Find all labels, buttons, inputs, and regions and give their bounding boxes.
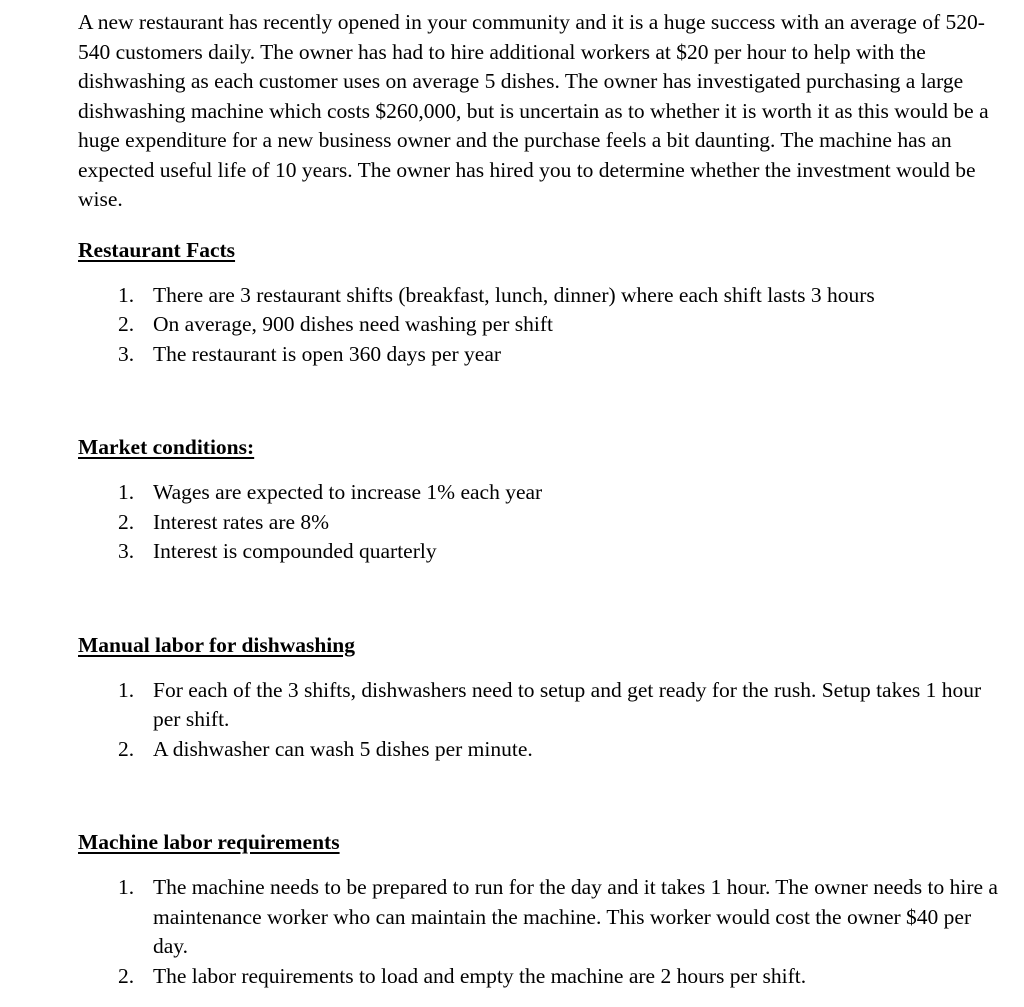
list-item xyxy=(78,962,1008,992)
list-item xyxy=(78,873,1008,962)
list-item xyxy=(78,478,1008,508)
list-item-text: For each of the 3 shifts, dishwashers need to setup and get ready for the rush. Setup takes 1 hour per shift. xyxy=(153,677,982,731)
list-number: 1. xyxy=(118,282,135,307)
section-market-conditions xyxy=(78,433,1008,567)
numbered-list xyxy=(78,676,1008,765)
list-item xyxy=(78,508,1008,538)
list-item xyxy=(78,310,1008,340)
list-number: 3. xyxy=(118,539,135,563)
list-number: 2. xyxy=(118,963,135,988)
document-body xyxy=(78,8,1008,991)
list-item-text: Interest rates are 8% xyxy=(153,509,330,534)
list-number: 2. xyxy=(118,509,135,534)
list-item-text: The restaurant is open 360 days per year xyxy=(153,341,502,366)
section-heading: Restaurant Facts xyxy=(78,237,236,262)
list-item-text: The machine needs to be prepared to run for the day and it takes 1 hour. The owner needs to hire a maintenance worker who can maintain the machine. This worker would cost the owner $40 per day. xyxy=(153,875,998,958)
list-item xyxy=(78,537,1008,567)
list-number: 1. xyxy=(118,677,135,702)
section-manual-labor xyxy=(78,631,1008,765)
list-number: 2. xyxy=(118,736,135,761)
intro-paragraph: A new restaurant has recently opened in your community and it is a huge success with an average of 520-540 customers daily. The owner has had to hire additional workers at $20 per hour to help with the dishwashing as each customer uses on average 5 dishes. The owner has investigated purchasing a large dishwashing machine which costs $260,000, but is uncertain as to whether it is worth it as this would be a huge expenditure for a new business owner and the purchase feels a bit daunting. The machine has an expected useful life of 10 years. The owner has hired you to determine whether the investment would be wise. xyxy=(78,10,989,211)
section-machine-labor xyxy=(78,828,1008,991)
list-number: 3. xyxy=(118,341,135,366)
numbered-list xyxy=(78,281,1008,370)
list-item xyxy=(78,281,1008,311)
list-item-text: The labor requirements to load and empty the machine are 2 hours per shift. xyxy=(153,963,807,988)
section-heading: Market conditions: xyxy=(78,435,255,459)
list-number: 1. xyxy=(118,875,135,899)
numbered-list xyxy=(78,478,1008,567)
list-item-text: There are 3 restaurant shifts (breakfast, lunch, dinner) where each shift lasts 3 hours xyxy=(153,282,875,307)
section-heading: Machine labor requirements xyxy=(78,830,340,854)
list-item xyxy=(78,340,1008,370)
list-item-text: Wages are expected to increase 1% each year xyxy=(153,480,543,504)
list-item-text: Interest is compounded quarterly xyxy=(153,539,437,563)
list-item-text: A dishwasher can wash 5 dishes per minute. xyxy=(153,736,533,761)
list-item xyxy=(78,735,1008,765)
list-item xyxy=(78,676,1008,735)
section-heading: Manual labor for dishwashing xyxy=(78,632,355,657)
list-number: 1. xyxy=(118,480,135,504)
list-number: 2. xyxy=(118,312,135,336)
section-restaurant-facts xyxy=(78,236,1008,370)
list-item-text: On average, 900 dishes need washing per shift xyxy=(153,312,554,336)
numbered-list xyxy=(78,873,1008,991)
